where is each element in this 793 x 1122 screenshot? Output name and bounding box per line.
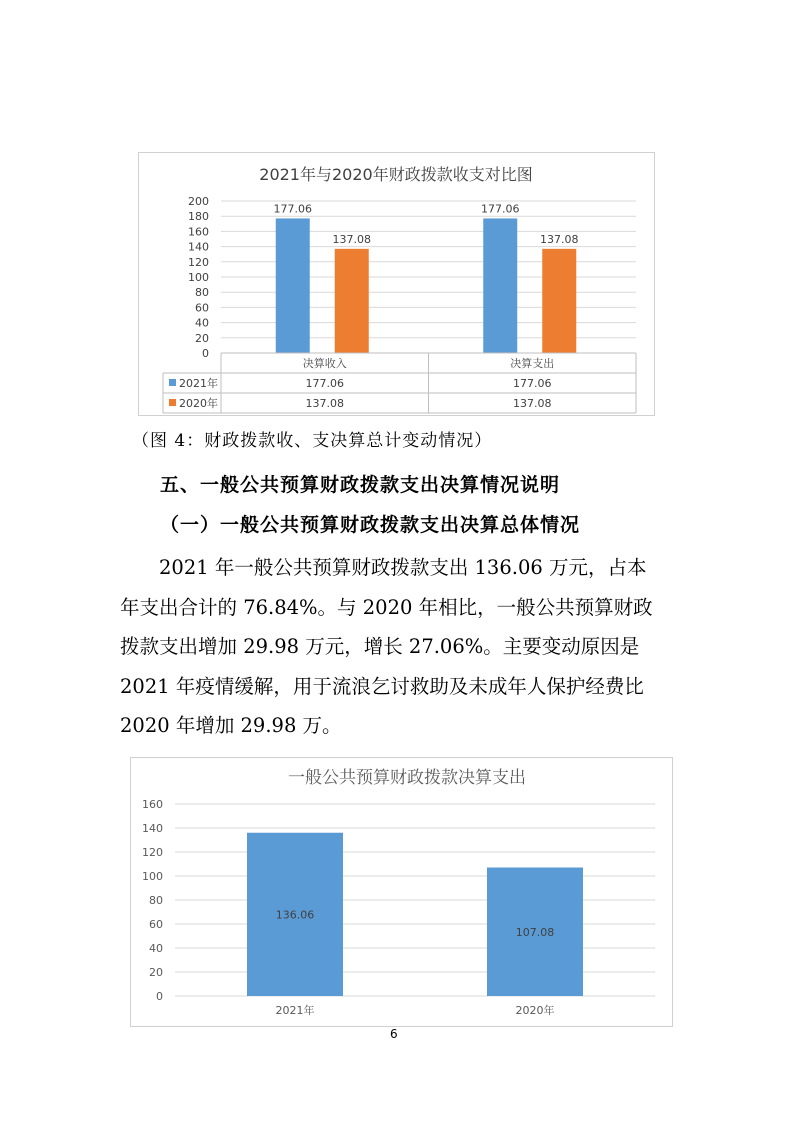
chart1-y-tick-label: 40 <box>195 316 209 330</box>
chart1-table-value: 137.08 <box>305 397 344 410</box>
chart1-bar <box>335 249 369 353</box>
chart1-y-tick-label: 20 <box>195 331 209 345</box>
chart1-title: 2021年与2020年财政拨款收支对比图 <box>259 165 533 184</box>
section-heading: 五、一般公共预算财政拨款支出决算情况说明 <box>160 474 561 496</box>
chart2-data-label: 107.08 <box>515 925 555 939</box>
chart1-data-label: 177.06 <box>481 202 520 216</box>
chart1-bar <box>483 218 517 353</box>
chart1-svg <box>139 153 654 415</box>
chart1-container <box>138 152 655 416</box>
chart1-y-tick-label: 140 <box>188 240 209 254</box>
chart2-y-tick-label: 120 <box>142 846 163 859</box>
chart2-svg <box>131 758 672 1026</box>
chart2-y-tick-label: 80 <box>149 894 163 907</box>
chart1-y-tick-label: 0 <box>202 347 209 360</box>
chart2-category-label: 2021年 <box>275 1004 315 1017</box>
chart2-y-tick-label: 140 <box>142 822 163 835</box>
chart1-category-label: 决算支出 <box>510 357 555 370</box>
chart2-y-tick-label: 60 <box>149 918 163 931</box>
chart1-y-tick-label: 120 <box>188 255 209 269</box>
chart1-bar <box>276 218 310 353</box>
chart2-category-label: 2020年 <box>515 1004 555 1017</box>
chart1-y-tick-label: 180 <box>188 210 209 224</box>
chart2-y-tick-label: 100 <box>142 870 163 883</box>
chart1-data-label: 137.08 <box>540 232 579 246</box>
subsection-heading: （一）一般公共预算财政拨款支出决算总体情况 <box>160 514 581 536</box>
chart2-y-tick-label: 40 <box>149 942 163 955</box>
chart1-y-tick-label: 200 <box>188 195 209 208</box>
page-number: 6 <box>390 1027 398 1041</box>
chart1-y-tick-label: 80 <box>195 286 209 300</box>
chart1-table-value: 137.08 <box>513 397 552 410</box>
paragraph-line: 2021 年一般公共预算财政拨款支出 136.06 万元，占本 <box>159 556 647 579</box>
chart1-y-tick-label: 160 <box>188 225 209 239</box>
chart1-legend-label: 2021年 <box>179 377 218 390</box>
chart2-title: 一般公共预算财政拨款决算支出 <box>288 768 526 788</box>
paragraph-line: 2021 年疫情缓解，用于流浪乞讨救助及未成年人保护经费比 <box>120 674 644 698</box>
paragraph-line: 年支出合计的 76.84%。与 2020 年相比，一般公共预算财政 <box>120 595 653 619</box>
chart2-data-label: 136.06 <box>275 908 315 922</box>
chart1-table-value: 177.06 <box>305 377 344 390</box>
figure-caption: （图 4：财政拨款收、支决算总计变动情况） <box>132 431 493 451</box>
paragraph-line: 拨款支出增加 29.98 万元，增长 27.06%。主要变动原因是 <box>120 635 640 658</box>
chart1-data-label: 137.08 <box>332 232 371 246</box>
chart2-y-tick-label: 20 <box>149 966 163 979</box>
chart1-legend-swatch <box>169 379 176 386</box>
chart1-legend-label: 2020年 <box>179 397 218 410</box>
chart2-y-tick-label: 0 <box>156 990 163 1003</box>
chart1-y-tick-label: 60 <box>195 301 209 315</box>
paragraph-line: 2020 年增加 29.98 万。 <box>120 714 342 737</box>
chart1-category-label: 决算收入 <box>302 357 347 370</box>
chart1-legend-swatch <box>169 399 176 406</box>
chart1-y-tick-label: 100 <box>188 271 209 284</box>
chart1-bar <box>542 249 576 353</box>
chart2-container <box>130 757 673 1027</box>
body-paragraph <box>120 548 680 746</box>
chart1-table-value: 177.06 <box>513 377 552 390</box>
chart1-data-label: 177.06 <box>273 202 312 216</box>
chart2-y-tick-label: 160 <box>142 798 163 811</box>
